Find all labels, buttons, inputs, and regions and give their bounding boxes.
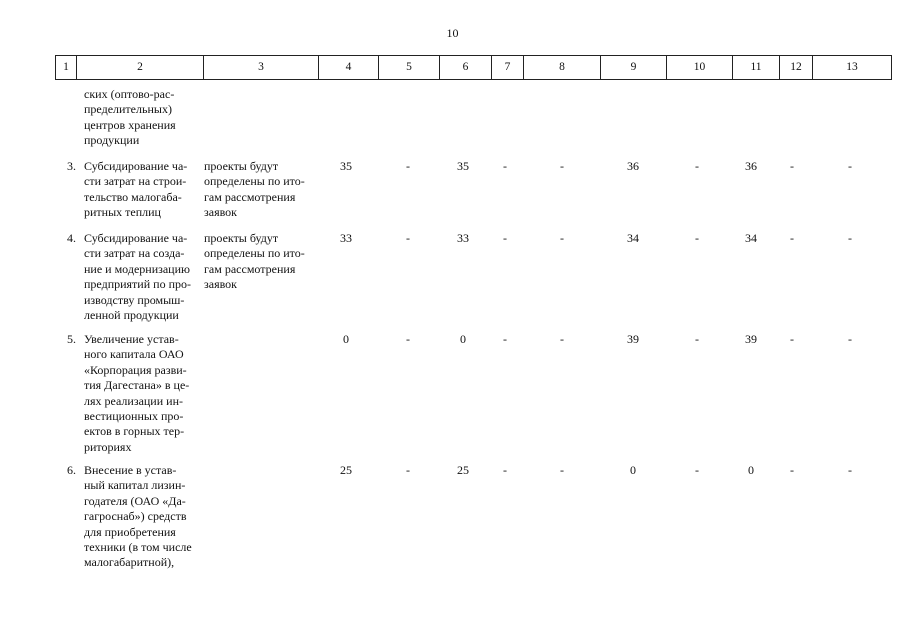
value-col-8: - — [560, 463, 564, 477]
note-line: проекты будут — [204, 231, 279, 245]
value-col-8: - — [560, 332, 564, 346]
note-line: проекты будут — [204, 159, 279, 173]
name-line: сти затрат на строи- — [84, 174, 187, 189]
name-line: для приобретения — [84, 524, 176, 539]
page-number: 10 — [446, 26, 459, 40]
value-col-13: - — [848, 463, 852, 477]
name-line: ленной продукции — [84, 308, 179, 323]
value-col-5: - — [406, 159, 410, 173]
name-line: центров хранения — [84, 117, 176, 132]
value-col-4: 35 — [340, 159, 352, 173]
value-col-12: - — [790, 231, 794, 245]
name-line: ритных теплиц — [84, 205, 161, 220]
value-col-12: - — [790, 159, 794, 173]
value-col-8: - — [560, 231, 564, 245]
name-line: малогабаритной), — [84, 555, 175, 570]
row-number: 4. — [67, 231, 76, 245]
value-col-6: 33 — [457, 231, 469, 245]
value-col-10: - — [695, 231, 699, 245]
value-col-12: - — [790, 463, 794, 477]
name-line: Субсидирование ча- — [84, 159, 188, 173]
table-header-row — [55, 55, 892, 80]
value-col-13: - — [848, 332, 852, 346]
note-line: заявок — [204, 205, 237, 220]
value-col-5: - — [406, 463, 410, 477]
name-line: Субсидирование ча- — [84, 231, 188, 245]
header-col-12: 12 — [779, 56, 812, 79]
header-col-6: 6 — [439, 56, 491, 79]
note-line: определены по ито- — [204, 174, 305, 189]
continuation-name — [84, 87, 199, 149]
value-col-10: - — [695, 463, 699, 477]
value-col-6: 0 — [460, 332, 466, 346]
name-line: гагроснаб») средств — [84, 509, 187, 524]
name-line: сти затрат на созда- — [84, 246, 185, 261]
value-col-6: 25 — [457, 463, 469, 477]
value-col-10: - — [695, 159, 699, 173]
value-col-8: - — [560, 159, 564, 173]
value-col-11: 39 — [745, 332, 757, 346]
value-col-11: 36 — [745, 159, 757, 173]
header-col-7: 7 — [491, 56, 523, 79]
header-col-2: 2 — [76, 56, 203, 79]
value-col-9: 39 — [627, 332, 639, 346]
value-col-9: 36 — [627, 159, 639, 173]
name-line: Внесение в устав- — [84, 463, 177, 477]
value-col-7: - — [503, 463, 507, 477]
value-col-7: - — [503, 231, 507, 245]
value-col-9: 34 — [627, 231, 639, 245]
header-col-4: 4 — [318, 56, 378, 79]
name-line: предприятий по про- — [84, 277, 191, 292]
row-name — [84, 231, 199, 323]
header-col-13: 13 — [812, 56, 892, 79]
name-line: ного капитала ОАО — [84, 347, 184, 362]
value-col-13: - — [848, 159, 852, 173]
name-line: ских (оптово-рас- — [84, 87, 175, 101]
name-line: техники (в том числе — [84, 540, 192, 555]
value-col-9: 0 — [630, 463, 636, 477]
header-col-3: 3 — [203, 56, 318, 79]
name-line: тельство малогаба- — [84, 189, 182, 204]
header-col-9: 9 — [600, 56, 666, 79]
name-line: тия Дагестана» в це- — [84, 378, 190, 393]
value-col-5: - — [406, 231, 410, 245]
name-line: вестиционных про- — [84, 409, 184, 424]
name-line: Увеличение устав- — [84, 332, 179, 346]
name-line: продукции — [84, 133, 140, 148]
name-line: ние и модернизацию — [84, 261, 190, 276]
row-number: 5. — [67, 332, 76, 346]
value-col-11: 34 — [745, 231, 757, 245]
note-line: определены по ито- — [204, 246, 305, 261]
row-number: 6. — [67, 463, 76, 477]
name-line: лях реализации ин- — [84, 393, 183, 408]
value-col-7: - — [503, 159, 507, 173]
name-line: годателя (ОАО «Да- — [84, 493, 186, 508]
name-line: ектов в горных тер- — [84, 424, 185, 439]
header-col-10: 10 — [666, 56, 732, 79]
row-name — [84, 463, 199, 571]
value-col-13: - — [848, 231, 852, 245]
name-line: изводству промыш- — [84, 292, 185, 307]
row-number: 3. — [67, 159, 76, 173]
header-col-8: 8 — [523, 56, 600, 79]
note-line: гам рассмотрения — [204, 261, 296, 276]
value-col-5: - — [406, 332, 410, 346]
value-col-7: - — [503, 332, 507, 346]
value-col-4: 25 — [340, 463, 352, 477]
value-col-6: 35 — [457, 159, 469, 173]
name-line: риториях — [84, 439, 132, 454]
value-col-11: 0 — [748, 463, 754, 477]
header-col-5: 5 — [378, 56, 439, 79]
row-name — [84, 159, 199, 221]
name-line: «Корпорация разви- — [84, 362, 187, 377]
note-line: гам рассмотрения — [204, 189, 296, 204]
value-col-4: 0 — [343, 332, 349, 346]
note-line: заявок — [204, 277, 237, 292]
row-note — [204, 159, 314, 221]
row-name — [84, 332, 199, 455]
value-col-4: 33 — [340, 231, 352, 245]
value-col-12: - — [790, 332, 794, 346]
row-note — [204, 231, 314, 293]
name-line: пределительных) — [84, 102, 172, 117]
header-col-1: 1 — [55, 56, 76, 79]
header-col-11: 11 — [732, 56, 779, 79]
name-line: ный капитал лизин- — [84, 478, 186, 493]
value-col-10: - — [695, 332, 699, 346]
